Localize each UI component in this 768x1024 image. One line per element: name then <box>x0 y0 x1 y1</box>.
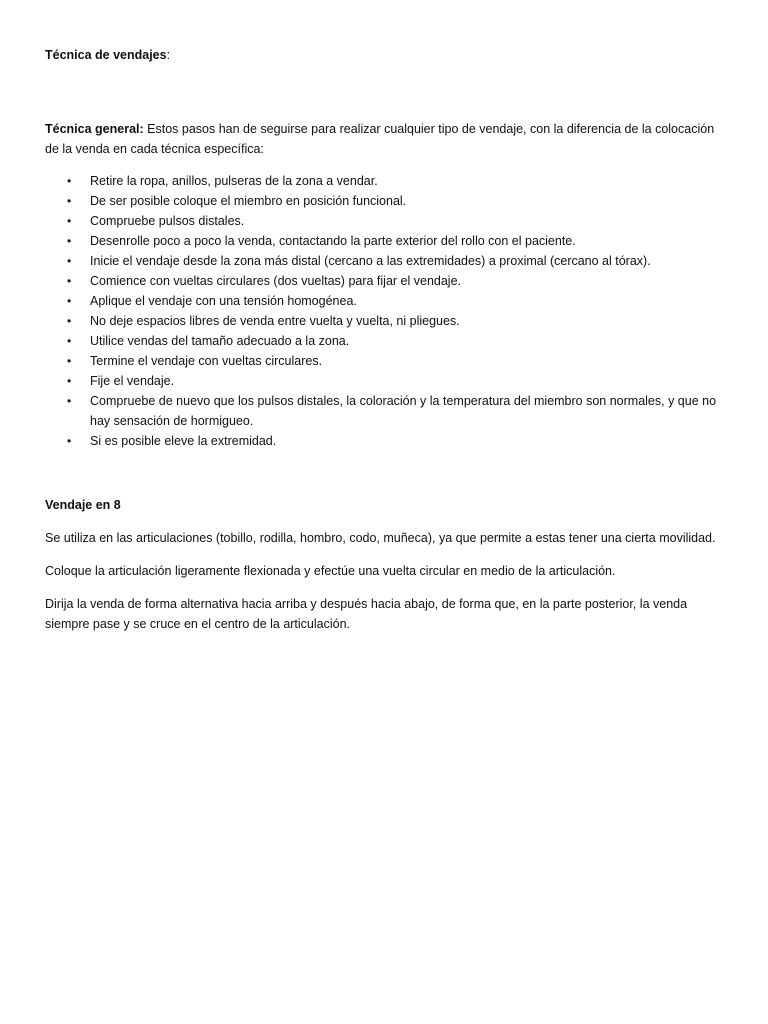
intro-text: Estos pasos han de seguirse para realizar cualquier tipo de vendaje, con la diferencia de la colocación de la venda en cada técnica específica: <box>45 122 715 156</box>
list-item-text: No deje espacios libres de venda entre vuelta y vuelta, ni pliegues. <box>90 314 460 328</box>
bullet-icon: • <box>67 254 72 268</box>
bullet-icon: • <box>67 214 72 228</box>
section-paragraph: Se utiliza en las articulaciones (tobillo, rodilla, hombro, codo, muñeca), ya que permite a estas tener una cierta movilidad. <box>45 531 716 545</box>
bullet-icon: • <box>67 434 72 448</box>
list-item <box>45 231 725 251</box>
list-item-text: Fije el vendaje. <box>90 374 175 388</box>
list-item <box>45 391 725 431</box>
list-item-text: Compruebe de nuevo que los pulsos distales, la coloración y la temperatura del miembro son normales, y que no hay sensación de hormigueo. <box>90 394 717 428</box>
list-item <box>45 171 725 191</box>
list-item <box>45 371 725 391</box>
intro-label: Técnica general: <box>45 122 144 136</box>
list-item <box>45 271 725 291</box>
list-item-text: Comience con vueltas circulares (dos vueltas) para fijar el vendaje. <box>90 274 462 288</box>
list-item-text: Desenrolle poco a poco la venda, contactando la parte exterior del rollo con el paciente. <box>90 234 576 248</box>
document-title-colon: : <box>166 48 171 62</box>
document-title <box>45 45 725 65</box>
list-item-text: Aplique el vendaje con una tensión homogénea. <box>90 294 357 308</box>
bullet-icon: • <box>67 354 72 368</box>
section-heading: Vendaje en 8 <box>45 498 121 512</box>
document-page <box>45 45 725 634</box>
list-item <box>45 311 725 331</box>
list-item-text: De ser posible coloque el miembro en posición funcional. <box>90 194 407 208</box>
list-item <box>45 191 725 211</box>
intro-paragraph <box>45 119 725 159</box>
bullet-icon: • <box>67 394 72 408</box>
list-item-text: Utilice vendas del tamaño adecuado a la zona. <box>90 334 350 348</box>
bullet-icon: • <box>67 314 72 328</box>
document-title-text: Técnica de vendajes <box>45 48 167 62</box>
list-item <box>45 331 725 351</box>
list-item-text: Si es posible eleve la extremidad. <box>90 434 277 448</box>
bullet-icon: • <box>67 274 72 288</box>
list-item <box>45 211 725 231</box>
list-item <box>45 431 725 451</box>
list-item <box>45 291 725 311</box>
bullet-icon: • <box>67 374 72 388</box>
bullet-icon: • <box>67 194 72 208</box>
bullet-icon: • <box>67 334 72 348</box>
list-item-text: Compruebe pulsos distales. <box>90 214 245 228</box>
list-item-text: Retire la ropa, anillos, pulseras de la zona a vendar. <box>90 174 378 188</box>
section-paragraph: Coloque la articulación ligeramente flexionada y efectúe una vuelta circular en medio de la articulación. <box>45 564 616 578</box>
bullet-icon: • <box>67 294 72 308</box>
list-item-text: Inicie el vendaje desde la zona más distal (cercano a las extremidades) a proximal (cercano al tórax). <box>90 254 651 268</box>
section-paragraph: Dirija la venda de forma alternativa hacia arriba y después hacia abajo, de forma que, en la parte posterior, la venda siempre pase y se cruce en el centro de la articulación. <box>45 597 688 631</box>
steps-list <box>45 171 725 451</box>
list-item <box>45 351 725 371</box>
list-item-text: Termine el vendaje con vueltas circulares. <box>90 354 323 368</box>
bullet-icon: • <box>67 174 72 188</box>
bullet-icon: • <box>67 234 72 248</box>
list-item <box>45 251 725 271</box>
